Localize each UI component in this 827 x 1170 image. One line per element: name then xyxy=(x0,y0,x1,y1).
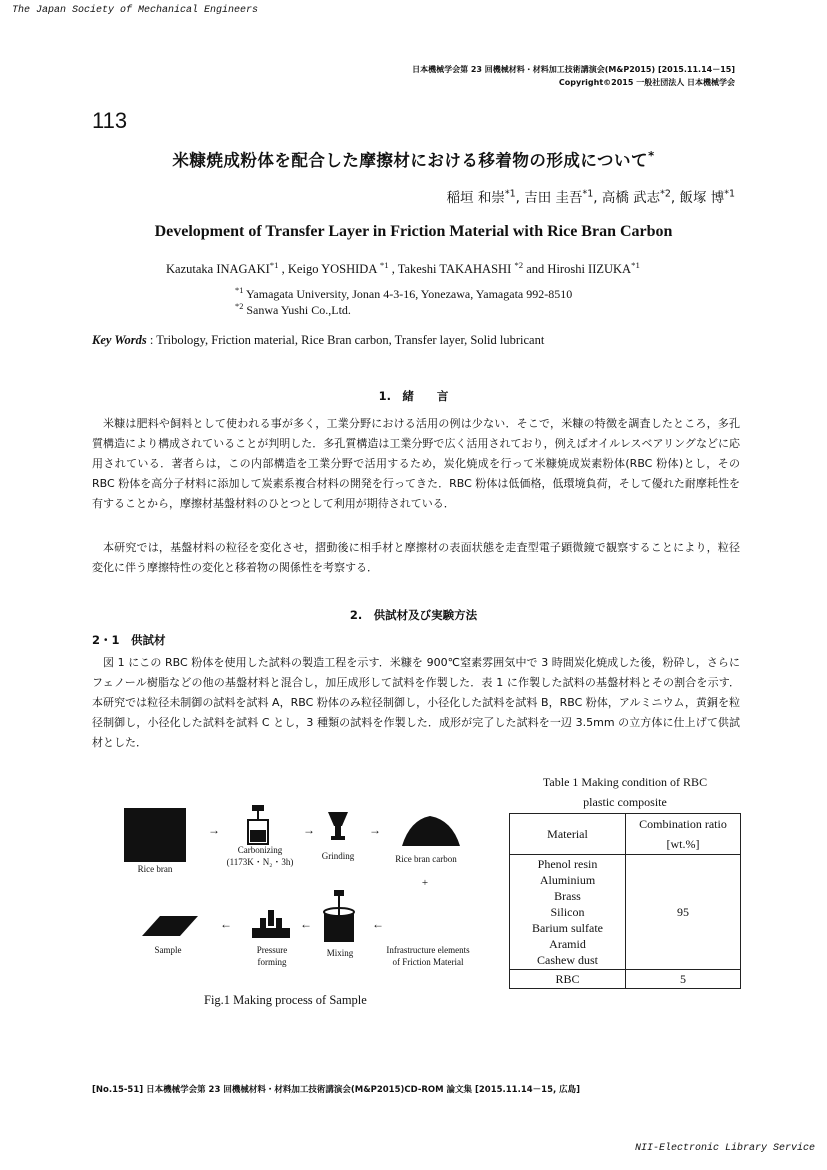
watermark-bottom: NII-Electronic Library Service xyxy=(634,1143,815,1154)
cell-rbc-ratio: 5 xyxy=(626,970,741,989)
grinding-mill-icon xyxy=(328,812,348,840)
material-phenol-resin: Phenol resin xyxy=(537,857,598,871)
table-1-caption-line1: Table 1 Making condition of RBC xyxy=(542,775,708,789)
conference-header-line1: 日本機械学会第 23 回機械材料・材料加工技術講演会(M&P2015) [2015.11.14－15] xyxy=(412,65,735,74)
keywords-label: Key Words xyxy=(92,333,147,347)
authors-japanese: 稲垣 和崇$^{*1}$, 吉田 圭吾$^{*1}$, 高橋 武志$^{*2}$, 飯塚 博$^{*1}$ xyxy=(446,188,735,206)
section2-paragraph: 図 1 にこの RBC 粉体を使用した試料の製造工程を示す．米糠を 900℃窒素雰囲気中で 3 時間炭化焼成した後，粉砕し，さらにフェノール樹脂などの他の基盤材料と混合し，加圧成形して試料を作製した．表 1 に作製した試料の基盤材料とその割合を示す．本研究では粒径未制御の試料を試料 A，RBC 粉体のみ粒径制御し，小径化した試料を試料 B，RBC 粉体，アルミニウム，黄銅を粒径制御し，小径化した試料を試料 C とし，3 種類の試料を作製した．成形が完了した試料を一辺 3.5mm の立方体に仕上げて供試材とした． xyxy=(92,656,740,749)
label-rice-bran: Rice bran xyxy=(137,864,173,874)
affiliation-1-mark: *1 xyxy=(235,286,244,295)
section1-heading: 1. 緒 言 xyxy=(378,389,449,403)
author-ja-2-mark: *1 xyxy=(582,188,594,200)
author-en-2: Keigo YOSHIDA xyxy=(287,262,377,277)
author-en-3-mark: *2 xyxy=(514,260,524,270)
paper-number: 113 xyxy=(92,108,128,133)
label-plus: + xyxy=(421,877,429,889)
rice-bran-image xyxy=(124,808,186,862)
arrow-2: → xyxy=(303,823,315,837)
author-en-4-mark: *1 xyxy=(631,260,640,270)
header-combination-ratio xyxy=(626,814,741,855)
sample-image xyxy=(142,916,198,936)
title-ja-text: 米糠焼成粉体を配合した摩擦材における移着物の形成について xyxy=(172,151,649,170)
header-ratio-line1: Combination ratio xyxy=(639,817,727,831)
mixer-icon xyxy=(324,890,354,942)
author-ja-3: 高橋 武志 xyxy=(601,190,661,206)
header-ratio-line2: [wt.%] xyxy=(666,837,700,851)
label-sample: Sample xyxy=(154,945,182,955)
author-ja-2: 吉田 圭吾 xyxy=(524,190,583,206)
table-row xyxy=(510,970,741,989)
figure-1 xyxy=(120,800,500,980)
pressure-forming-icon xyxy=(252,910,290,938)
arrow-5: ← xyxy=(300,917,312,931)
authors-english: Kazutaka INAGAKI$^{*1}$ , Keigo YOSHIDA $^{*1}$ , Takeshi TAKAHASHI $^{*2}$ and Hiroshi IIZUKA$^{*1}$ xyxy=(166,260,640,277)
section2-subheading: 2・1 供試材 xyxy=(92,633,166,647)
author-en-1: Kazutaka INAGAKI xyxy=(166,262,270,277)
arrow-6: ← xyxy=(372,917,384,931)
carbonizing-furnace-icon xyxy=(248,805,268,844)
title-japanese xyxy=(0,147,827,171)
author-ja-1-mark: *1 xyxy=(504,188,516,200)
rice-bran-carbon-image xyxy=(402,816,460,846)
label-carbonizing: Carbonizing xyxy=(237,845,283,855)
label-pressure: Pressure xyxy=(256,945,288,955)
author-en-3: Takeshi TAKAHASHI xyxy=(397,262,512,277)
conference-header-line2: Copyright©2015 一般社団法人 日本機械学会 xyxy=(558,78,735,87)
arrow-4: ← xyxy=(220,917,232,931)
author-ja-4: 飯塚 博 xyxy=(679,190,725,206)
label-infrastructure-2: of Friction Material xyxy=(392,957,464,967)
author-ja-3-mark: *2 xyxy=(660,188,671,200)
label-infrastructure-1: Infrastructure elements xyxy=(386,945,470,955)
title-ja-mark: * xyxy=(648,148,655,163)
figure-1-caption: Fig.1 Making process of Sample xyxy=(204,993,367,1007)
material-aluminium: Aluminium xyxy=(539,873,596,887)
author-en-2-mark: *1 xyxy=(379,260,389,270)
affiliation-2-text: Sanwa Yushi Co.,Ltd. xyxy=(246,303,351,317)
table-1 xyxy=(509,813,741,989)
section2-heading: 2. 供試材及び実験方法 xyxy=(349,608,478,622)
material-cashew-dust: Cashew dust xyxy=(537,953,598,967)
label-forming: forming xyxy=(257,957,287,967)
cell-group-ratio: 95 xyxy=(626,855,741,970)
keywords-text: : Tribology, Friction material, Rice Bran carbon, Transfer layer, Solid lubricant xyxy=(149,333,545,347)
watermark-top: The Japan Society of Mechanical Engineers xyxy=(12,5,259,16)
material-aramid: Aramid xyxy=(549,937,586,951)
table-row xyxy=(510,855,741,970)
cell-rbc: RBC xyxy=(510,970,626,989)
label-carbonizing-condition: (1173K・N₂・3h) xyxy=(226,857,294,867)
material-brass: Brass xyxy=(554,889,581,903)
author-ja-1: 稲垣 和崇 xyxy=(446,190,505,206)
table-1-caption-line2: plastic composite xyxy=(583,795,667,809)
arrow-3: → xyxy=(369,823,381,837)
arrow-1: → xyxy=(208,823,220,837)
material-barium-sulfate: Barium sulfate xyxy=(532,921,603,935)
label-mixing: Mixing xyxy=(326,948,354,958)
author-en-4: Hiroshi IIZUKA xyxy=(547,262,632,277)
affiliation-2 xyxy=(235,302,351,318)
section1-paragraph-2: 本研究では，基盤材料の粒径を変化させ，摺動後に相手材と摩擦材の表面状態を走査型電子顕微鏡で観察することにより，粒径変化に伴う摩擦特性の変化と移着物の関係性を考察する． xyxy=(92,541,740,574)
material-silicon: Silicon xyxy=(550,905,585,919)
title-english: Development of Transfer Layer in Friction Material with Rice Bran Carbon xyxy=(154,223,673,240)
label-grinding: Grinding xyxy=(321,851,355,861)
section1-paragraph-1: 米糠は肥料や飼料として使われる事が多く，工業分野における活用の例は少ない．そこで，米糠の特徴を調査したところ，多孔質構造により構成されていることが判明した．多孔質構造は工業分野で広く活用されており，例えばオイルレスベアリングなどに応用されている．著者らは，この内部構造を工業分野で活用するため，炭化焼成を行って米糠焼成炭素粉体(RBC 粉体)とし，その RBC 粉体を高分子材料に添加して炭素系複合材料の開発を行ってきた．RBC 粉体は低価格，低環境負荷，そして優れた耐摩耗性を有することから，摩擦材基盤材料のひとつとして利用が期待されている． xyxy=(92,417,740,510)
header-material: Material xyxy=(510,814,626,855)
cell-materials-group xyxy=(510,855,626,970)
author-ja-4-mark: *1 xyxy=(724,188,735,200)
label-rice-bran-carbon: Rice bran carbon xyxy=(395,854,457,864)
author-en-1-mark: *1 xyxy=(269,260,279,270)
keywords xyxy=(92,333,544,348)
affiliation-1 xyxy=(235,286,572,302)
affiliation-1-text: Yamagata University, Jonan 4-3-16, Yonezawa, Yamagata 992-8510 xyxy=(245,287,573,301)
table-header-row xyxy=(510,814,741,855)
page-footer: [No.15-51] 日本機械学会第 23 回機械材料・材料加工技術講演会(M&P2015)CD-ROM 論文集 [2015.11.14－15, 広島] xyxy=(92,1085,581,1095)
affiliation-2-mark: *2 xyxy=(235,302,244,311)
